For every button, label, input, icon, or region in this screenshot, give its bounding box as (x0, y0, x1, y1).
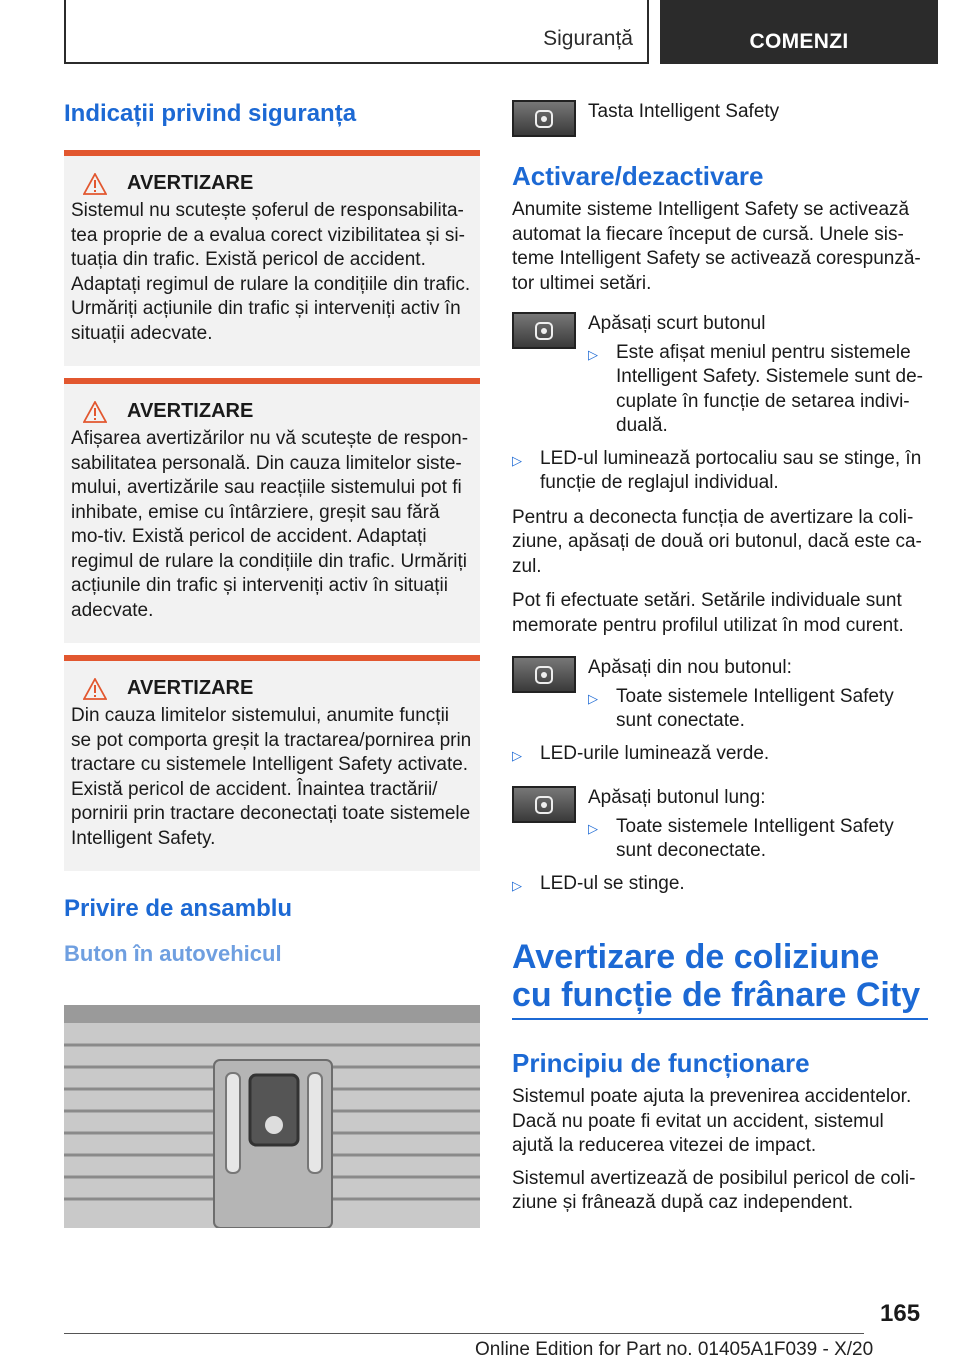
principle-heading: Principiu de funcționare (512, 1048, 810, 1078)
warning-title: AVERTIZARE (127, 172, 254, 194)
step1-result: ▷ Este afișat meniul pentru sistemele Intelligent Safety. Sistemele sunt de-cuplate în funcție de setarea indivi-duală. (588, 341, 928, 439)
step3-result: ▷ Toate sistemele Intelligent Safety sunt deconectate. (588, 815, 928, 864)
step2-led: ▷ LED-urile luminează verde. (512, 742, 928, 769)
principle-text-2: Sistemul avertizează de posibilul pericol de coli-ziune și frânează după caz independent. (512, 1167, 916, 1213)
header-section-tab (64, 0, 649, 64)
step2-result: ▷ Toate sistemele Intelligent Safety sunt conectate. (588, 685, 928, 734)
warning-triangle-icon (83, 678, 107, 700)
header-section-title: Siguranță (543, 27, 633, 50)
city-brake-heading: Avertizare de coliziune cu funcție de frânare City (512, 938, 928, 1020)
warning-text: Afișarea avertizărilor nu vă scutește de respon-sabilitatea personală. Din cauza limitelor siste-mului, avertizările sau reacțiile sistemului pot fi inhibate, emise cu întârziere, greșit sau fără mo-tiv. Există pericol de accident. Adaptați regimul de rulare la condițiile din trafic. Urmăriți acțiunile din trafic și interveniți activ în situații adecvate. (71, 428, 469, 621)
activation-heading: Activare/dezactivare (512, 161, 764, 191)
deactivate-text: Pentru a deconecta funcția de avertizare la coli-ziune, apăsați de două ori butonul, dacă este ca-zul. (512, 506, 922, 577)
step3-row (512, 786, 928, 864)
safety-heading: Indicații privind siguranța (64, 100, 357, 127)
intelligent-safety-button-icon (512, 656, 576, 693)
settings-text: Pot fi efectuate setări. Setările individuale sunt memorate pentru profilul utilizat în mod curent. (512, 590, 904, 636)
warning-title: AVERTIZARE (127, 677, 254, 699)
step3-led: ▷ LED-ul se stinge. (512, 872, 928, 899)
warning-text: Din cauza limitelor sistemului, anumite funcții se pot comporta greșit la tractarea/pornirea prin tractare cu sistemele Intelligent Safety activate. Există pericol de accident. Înaintea tractării/ pornirii prin tractare deconectați toate sistemele Intelligent Safety. (71, 705, 472, 849)
intelligent-safety-button-icon (512, 786, 576, 823)
intro-button-label: Tasta Intelligent Safety (588, 101, 780, 122)
triangle-bullet-icon: ▷ (512, 452, 522, 468)
principle-text-1: Sistemul poate ajuta la prevenirea accidentelor. Dacă nu poate fi evitat un accident, sistemul ajută la reducerea vitezei de impact. (512, 1086, 912, 1156)
intelligent-safety-button-icon (512, 100, 576, 137)
triangle-bullet-icon: ▷ (588, 690, 598, 706)
step1-row (512, 312, 928, 439)
left-column (64, 100, 480, 967)
page-number: 165 (880, 1300, 921, 1327)
dashboard-button-photo (64, 1005, 480, 1228)
step3-text: Apăsați butonul lung: (588, 787, 766, 808)
warning-triangle-icon (83, 173, 107, 195)
header-chapter-tab: COMENZI (660, 0, 938, 64)
step1-text: Apăsați scurt butonul (588, 313, 766, 334)
right-column (512, 100, 928, 1216)
warning-box-3 (64, 655, 480, 871)
warning-box-2 (64, 378, 480, 643)
button-heading: Buton în autovehicul (64, 941, 282, 966)
triangle-bullet-icon: ▷ (588, 820, 598, 836)
step2-text: Apăsați din nou butonul: (588, 657, 792, 678)
warning-title: AVERTIZARE (127, 400, 254, 422)
triangle-bullet-icon: ▷ (512, 877, 522, 893)
warning-text: Sistemul nu scutește șoferul de responsabilita-tea proprie de a evalua corect vizibilitatea și si-tuația din trafic. Există pericol de accident. Adaptați regimul de rulare la condițiile din trafic. Urmăriți acțiunile din trafic și interveniți activ în situații adecvate. (71, 200, 471, 344)
dashboard-vents-image (64, 1005, 480, 1228)
warning-box-1 (64, 150, 480, 366)
activation-text: Anumite sisteme Intelligent Safety se activează automat la fiecare început de cursă. Unele sis-teme Intelligent Safety se activează corespunză-tor ultimei setări. (512, 199, 921, 294)
intelligent-safety-button-icon (512, 312, 576, 349)
footer-divider (64, 1333, 864, 1334)
intro-button-row (512, 100, 928, 137)
triangle-bullet-icon: ▷ (588, 346, 598, 362)
triangle-bullet-icon: ▷ (512, 747, 522, 763)
footer-edition: Online Edition for Part no. 01405A1F039 - X/20 (475, 1339, 874, 1360)
step1-led: ▷ LED-ul luminează portocaliu sau se stinge, în funcție de reglajul individual. (512, 447, 928, 496)
warning-triangle-icon (83, 401, 107, 423)
overview-heading: Privire de ansamblu (64, 895, 293, 922)
step2-row (512, 656, 928, 734)
